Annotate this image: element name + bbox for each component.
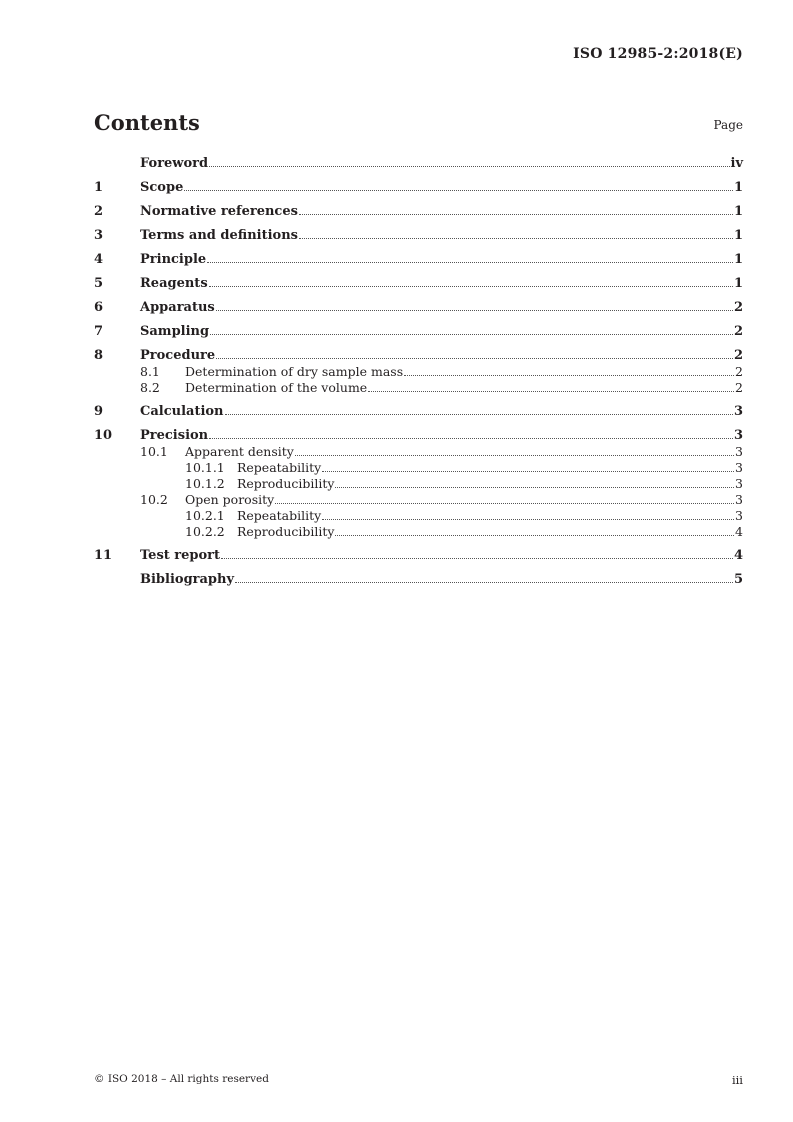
toc-dot-leader bbox=[207, 262, 733, 263]
toc-entry[interactable] bbox=[94, 508, 743, 524]
toc-entry[interactable] bbox=[94, 460, 743, 476]
toc-entry-title[interactable]: Test report bbox=[140, 548, 221, 563]
toc-entry-title[interactable]: Determination of the volume bbox=[185, 380, 368, 395]
toc-entry-title[interactable]: Calculation bbox=[140, 404, 224, 419]
toc-entry[interactable] bbox=[94, 347, 743, 364]
toc-dot-leader bbox=[322, 471, 734, 472]
toc-entry-title[interactable]: Terms and definitions bbox=[140, 228, 298, 243]
toc-entry-page: 4 bbox=[733, 548, 743, 563]
footer-copyright: © ISO 2018 – All rights reserved bbox=[94, 1073, 269, 1085]
toc-entry-page: 5 bbox=[733, 572, 743, 587]
toc-dot-leader bbox=[299, 214, 733, 215]
toc-dot-leader bbox=[209, 166, 729, 167]
toc-entry[interactable] bbox=[94, 444, 743, 460]
toc-entry-page: 3 bbox=[735, 492, 743, 507]
toc-dot-leader bbox=[216, 310, 733, 311]
toc-entry-number: 3 bbox=[94, 228, 104, 243]
toc-entry[interactable] bbox=[94, 476, 743, 492]
toc-entry[interactable] bbox=[94, 299, 743, 316]
toc-entry[interactable] bbox=[94, 571, 743, 588]
toc-entry-number: 1 bbox=[94, 180, 104, 195]
toc-entry-title[interactable]: Normative references bbox=[140, 204, 298, 219]
toc-dot-leader bbox=[209, 286, 733, 287]
toc-entry-page: 1 bbox=[733, 252, 743, 267]
toc-entry-number: 10.1.2 bbox=[185, 476, 225, 491]
toc-entry[interactable] bbox=[94, 524, 743, 540]
toc-entry-number: 8.2 bbox=[140, 380, 160, 395]
toc-entry[interactable] bbox=[94, 364, 743, 380]
toc-entry-page: 3 bbox=[735, 476, 743, 491]
toc-entry-page: 1 bbox=[733, 276, 743, 291]
toc-entry-number: 10.2.1 bbox=[185, 508, 225, 523]
toc-dot-leader bbox=[368, 391, 734, 392]
toc-dot-leader bbox=[235, 582, 733, 583]
document-header-id: ISO 12985-2:2018(E) bbox=[573, 46, 743, 62]
toc-entry-title[interactable]: Reagents bbox=[140, 276, 208, 291]
toc-entry-number: 9 bbox=[94, 404, 104, 419]
toc-entry-number: 10 bbox=[94, 428, 113, 443]
toc-entry-page: 2 bbox=[733, 324, 743, 339]
toc-entry-title[interactable]: Procedure bbox=[140, 348, 216, 363]
toc-entry-page: 2 bbox=[733, 300, 743, 315]
toc-dot-leader bbox=[225, 414, 733, 415]
toc-entry-title[interactable]: Scope bbox=[140, 180, 184, 195]
toc-dot-leader bbox=[184, 190, 733, 191]
toc-entry[interactable] bbox=[94, 403, 743, 420]
toc-entry[interactable] bbox=[94, 323, 743, 340]
toc-dot-leader bbox=[295, 455, 734, 456]
toc-entry-number: 7 bbox=[94, 324, 104, 339]
toc-dot-leader bbox=[335, 535, 734, 536]
toc-entry[interactable] bbox=[94, 155, 743, 172]
toc-entry-number: 10.1 bbox=[140, 444, 168, 459]
toc-entry-number: 8 bbox=[94, 348, 104, 363]
toc-entry[interactable] bbox=[94, 492, 743, 508]
toc-entry[interactable] bbox=[94, 275, 743, 292]
toc-entry[interactable] bbox=[94, 227, 743, 244]
table-of-contents bbox=[94, 155, 743, 588]
toc-entry-page: iv bbox=[730, 156, 743, 171]
toc-entry[interactable] bbox=[94, 179, 743, 196]
toc-entry-title[interactable]: Apparent density bbox=[185, 444, 294, 459]
toc-entry-title[interactable]: Reproducibility bbox=[237, 476, 335, 491]
toc-entry-page: 3 bbox=[735, 508, 743, 523]
toc-entry-number: 8.1 bbox=[140, 364, 160, 379]
toc-entry-title[interactable]: Repeatability bbox=[237, 460, 322, 475]
toc-dot-leader bbox=[275, 503, 734, 504]
toc-entry-page: 3 bbox=[733, 404, 743, 419]
toc-entry[interactable] bbox=[94, 427, 743, 444]
toc-entry-title[interactable]: Repeatability bbox=[237, 508, 322, 523]
toc-entry[interactable] bbox=[94, 203, 743, 220]
toc-entry-title[interactable]: Sampling bbox=[140, 324, 210, 339]
toc-dot-leader bbox=[216, 358, 733, 359]
toc-entry-page: 2 bbox=[733, 348, 743, 363]
toc-entry-page: 1 bbox=[733, 180, 743, 195]
toc-entry-title[interactable]: Precision bbox=[140, 428, 209, 443]
toc-entry-page: 2 bbox=[735, 380, 743, 395]
toc-entry-title[interactable]: Reproducibility bbox=[237, 524, 335, 539]
toc-entry-number: 5 bbox=[94, 276, 104, 291]
toc-dot-leader bbox=[209, 438, 733, 439]
toc-entry-number: 6 bbox=[94, 300, 104, 315]
toc-entry-number: 10.2.2 bbox=[185, 524, 225, 539]
toc-entry-page: 1 bbox=[733, 228, 743, 243]
toc-dot-leader bbox=[221, 558, 733, 559]
toc-entry-number: 11 bbox=[94, 548, 113, 563]
toc-entry-page: 4 bbox=[735, 524, 743, 539]
toc-entry-page: 1 bbox=[733, 204, 743, 219]
toc-dot-leader bbox=[299, 238, 733, 239]
toc-entry-title[interactable]: Open porosity bbox=[185, 492, 275, 507]
toc-entry-page: 2 bbox=[735, 364, 743, 379]
footer-page-number: iii bbox=[731, 1073, 743, 1087]
page-column-label: Page bbox=[713, 118, 743, 132]
toc-entry-number: 10.1.1 bbox=[185, 460, 225, 475]
toc-entry-title[interactable]: Principle bbox=[140, 252, 207, 267]
toc-dot-leader bbox=[210, 334, 733, 335]
toc-entry[interactable] bbox=[94, 547, 743, 564]
contents-title: Contents bbox=[94, 110, 200, 135]
toc-entry[interactable] bbox=[94, 251, 743, 268]
toc-entry-number: 2 bbox=[94, 204, 104, 219]
toc-entry-title[interactable]: Foreword bbox=[140, 156, 209, 171]
toc-entry-title[interactable]: Apparatus bbox=[140, 300, 215, 315]
toc-entry-title[interactable]: Determination of dry sample mass bbox=[185, 364, 404, 379]
toc-dot-leader bbox=[404, 375, 734, 376]
toc-entry-page: 3 bbox=[735, 444, 743, 459]
toc-dot-leader bbox=[322, 519, 734, 520]
toc-entry-number: 10.2 bbox=[140, 492, 168, 507]
toc-entry[interactable] bbox=[94, 380, 743, 396]
toc-entry-number: 4 bbox=[94, 252, 104, 267]
toc-entry-title[interactable]: Bibliography bbox=[140, 572, 235, 587]
toc-entry-page: 3 bbox=[735, 460, 743, 475]
toc-dot-leader bbox=[335, 487, 734, 488]
toc-entry-page: 3 bbox=[733, 428, 743, 443]
